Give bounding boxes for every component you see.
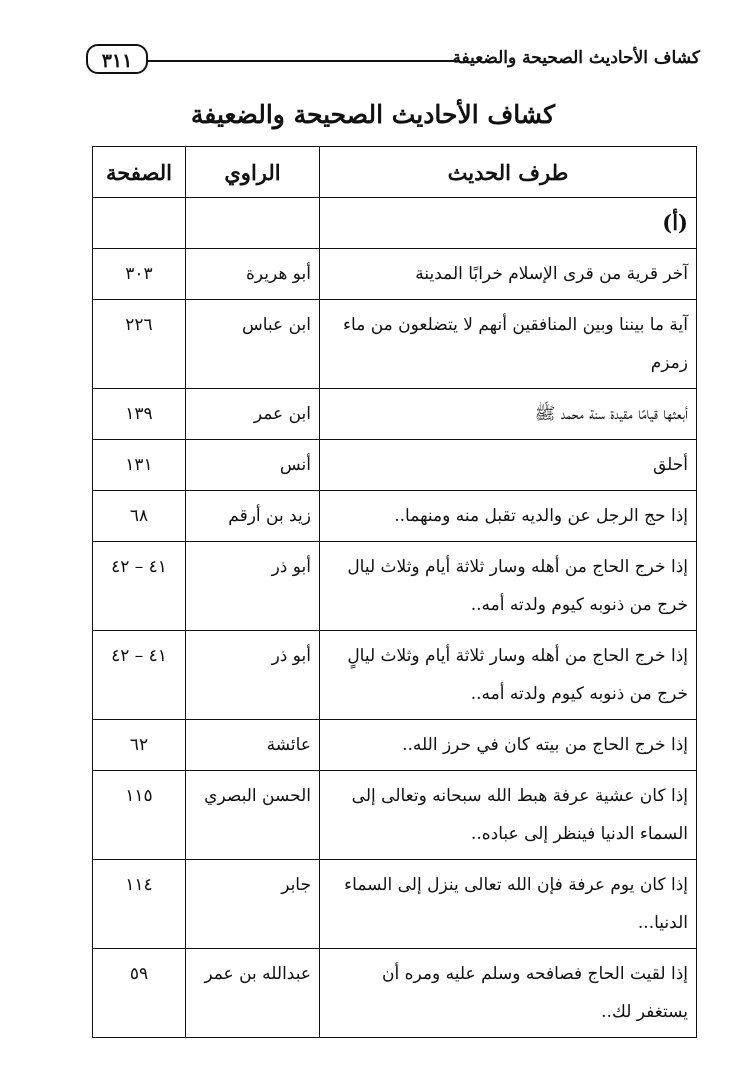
running-header: [86, 44, 700, 78]
table-header-row: [93, 147, 697, 198]
page-cell: ٦٨: [93, 491, 186, 542]
hadith-index-table: [92, 146, 697, 1038]
page-number: ٣١١: [86, 44, 148, 74]
table-row: [93, 771, 697, 860]
column-header-page: الصفحة: [93, 147, 186, 198]
table-row: [93, 300, 697, 389]
table-row: [93, 631, 697, 720]
page-cell: ٥٩: [93, 949, 186, 1038]
hadith-cell: إذا لقيت الحاج فصافحه وسلم عليه ومره أن يستغفر لك..: [320, 949, 697, 1038]
narrator-cell: أبو هريرة: [186, 249, 320, 300]
section-letter-row: [93, 198, 697, 249]
narrator-cell: أبو ذر: [186, 542, 320, 631]
narrator-cell: الحسن البصري: [186, 771, 320, 860]
narrator-cell: زيد بن أرقم: [186, 491, 320, 542]
hadith-cell: أبعثها قيامًا مقيدة سنة محمد ﷺ: [320, 389, 697, 440]
narrator-cell: عبدالله بن عمر: [186, 949, 320, 1038]
page-cell: ٤١ – ٤٢: [93, 542, 186, 631]
narrator-cell: جابر: [186, 860, 320, 949]
narrator-cell: ابن عمر: [186, 389, 320, 440]
page-cell: ٤١ – ٤٢: [93, 631, 186, 720]
table-row: [93, 440, 697, 491]
hadith-cell: إذا كان عشية عرفة هبط الله سبحانه وتعالى إلى السماء الدنيا فينظر إلى عباده..: [320, 771, 697, 860]
page-cell: ١٣١: [93, 440, 186, 491]
hadith-cell: إذا خرج الحاج من بيته كان في حرز الله..: [320, 720, 697, 771]
hadith-cell: إذا كان يوم عرفة فإن الله تعالى ينزل إلى السماء الدنيا...: [320, 860, 697, 949]
hadith-cell: إذا خرج الحاج من أهله وسار ثلاثة أيام وثلاث ليالٍ خرج من ذنوبه كيوم ولدته أمه..: [320, 631, 697, 720]
running-title: كشاف الأحاديث الصحيحة والضعيفة: [452, 48, 700, 68]
hadith-cell: آية ما بيننا وبين المنافقين أنهم لا يتضلعون من ماء زمزم: [320, 300, 697, 389]
header-rule: [146, 60, 460, 62]
page-cell: ٣٠٣: [93, 249, 186, 300]
column-header-hadith: طرف الحديث: [320, 147, 697, 198]
page-cell: ١١٤: [93, 860, 186, 949]
hadith-cell: آخر قرية من قرى الإسلام خرابًا المدينة: [320, 249, 697, 300]
hadith-cell: أحلق: [320, 440, 697, 491]
page-cell: ٢٢٦: [93, 300, 186, 389]
table-row: [93, 860, 697, 949]
main-title: كشاف الأحاديث الصحيحة والضعيفة: [190, 100, 556, 129]
table-row: [93, 491, 697, 542]
column-header-narrator: الراوي: [186, 147, 320, 198]
table-row: [93, 542, 697, 631]
narrator-cell: عائشة: [186, 720, 320, 771]
table-row: [93, 720, 697, 771]
narrator-cell: ابن عباس: [186, 300, 320, 389]
page-cell: ١١٥: [93, 771, 186, 860]
page-cell: ١٣٩: [93, 389, 186, 440]
empty-cell: [93, 198, 186, 249]
hadith-cell: إذا حج الرجل عن والديه تقبل منه ومنهما..: [320, 491, 697, 542]
narrator-cell: أنس: [186, 440, 320, 491]
section-letter: (أ): [320, 198, 697, 249]
page-cell: ٦٢: [93, 720, 186, 771]
empty-cell: [186, 198, 320, 249]
hadith-cell: إذا خرج الحاج من أهله وسار ثلاثة أيام وثلاث ليال خرج من ذنوبه كيوم ولدته أمه..: [320, 542, 697, 631]
table-row: [93, 249, 697, 300]
narrator-cell: أبو ذر: [186, 631, 320, 720]
table-row: [93, 949, 697, 1038]
table-row: [93, 389, 697, 440]
